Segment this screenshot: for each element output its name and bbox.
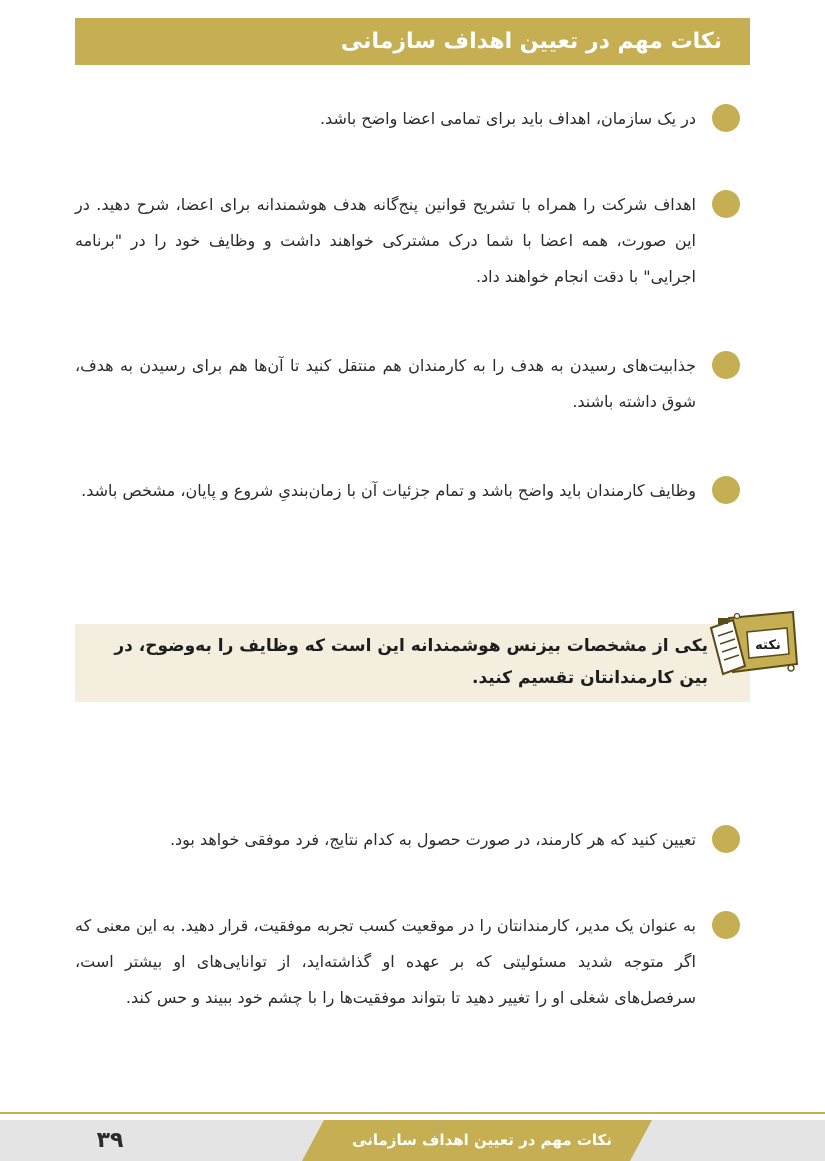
note-label: نکته <box>755 638 781 653</box>
page-title: نکات مهم در تعیین اهداف سازمانی <box>340 29 722 54</box>
footer-title: نکات مهم در تعیین اهداف سازمانی <box>352 1131 612 1149</box>
bullet-dot-icon <box>712 825 740 853</box>
bullet-dot-icon <box>712 104 740 132</box>
list-item <box>75 822 740 858</box>
note-text: یکی از مشخصات بیزنس هوشمندانه این است که وظایف را به‌وضوح، در بین کارمندانتان تقسیم کنید. <box>114 636 708 688</box>
bullet-dot-icon <box>712 190 740 218</box>
list-item-text: وظایف کارمندان باید واضح باشد و تمام جزئیات آن با زمان‌بندیِ شروع و پایان، مشخص باشد. <box>81 481 696 500</box>
list-item <box>75 473 740 509</box>
list-item-text: در یک سازمان، اهداف باید برای تمامی اعضا واضح باشد. <box>319 109 696 128</box>
bullet-dot-icon <box>712 911 740 939</box>
footer-divider <box>0 1112 825 1114</box>
note-box <box>75 624 750 702</box>
bullet-dot-icon <box>712 351 740 379</box>
page-title-bar <box>75 18 750 65</box>
note-clipboard-icon <box>707 608 799 680</box>
list-item <box>75 101 740 137</box>
list-item <box>75 348 740 420</box>
list-item-text: اهداف شرکت را همراه با تشریح قوانین پنج‌گانه هدف هوشمندانه برای اعضا، شرح دهید. در این صورت، همه اعضا با شما درک مشترکی خواهند داشت و وظایف خود را در "برنامه اجرایی" با دقت انجام خواهند داد. <box>75 195 696 286</box>
list-item <box>75 187 740 295</box>
page-number: ۳۹ <box>96 1128 124 1153</box>
list-item-text: جذابیت‌های رسیدن به هدف را به کارمندان هم منتقل کنید تا آن‌ها هم برای رسیدن به هدف، شوق داشته باشند. <box>75 356 696 411</box>
list-item-text: تعیین کنید که هر کارمند، در صورت حصول به کدام نتایج، فرد موفقی خواهد بود. <box>169 830 696 849</box>
list-item <box>75 908 740 1016</box>
bullet-dot-icon <box>712 476 740 504</box>
list-item-text: به عنوان یک مدیر، کارمندانتان را در موقعیت کسب تجربه موفقیت، قرار دهید. به این معنی که اگر متوجه شدید مسئولیتی که بر عهده او گذاشته‌اید، از توانایی‌های او بیشتر است، سرفصل‌های شغلی او را تغییر دهید تا بتواند موفقیت‌ها را با چشم خود ببیند و حس کند. <box>75 916 696 1007</box>
